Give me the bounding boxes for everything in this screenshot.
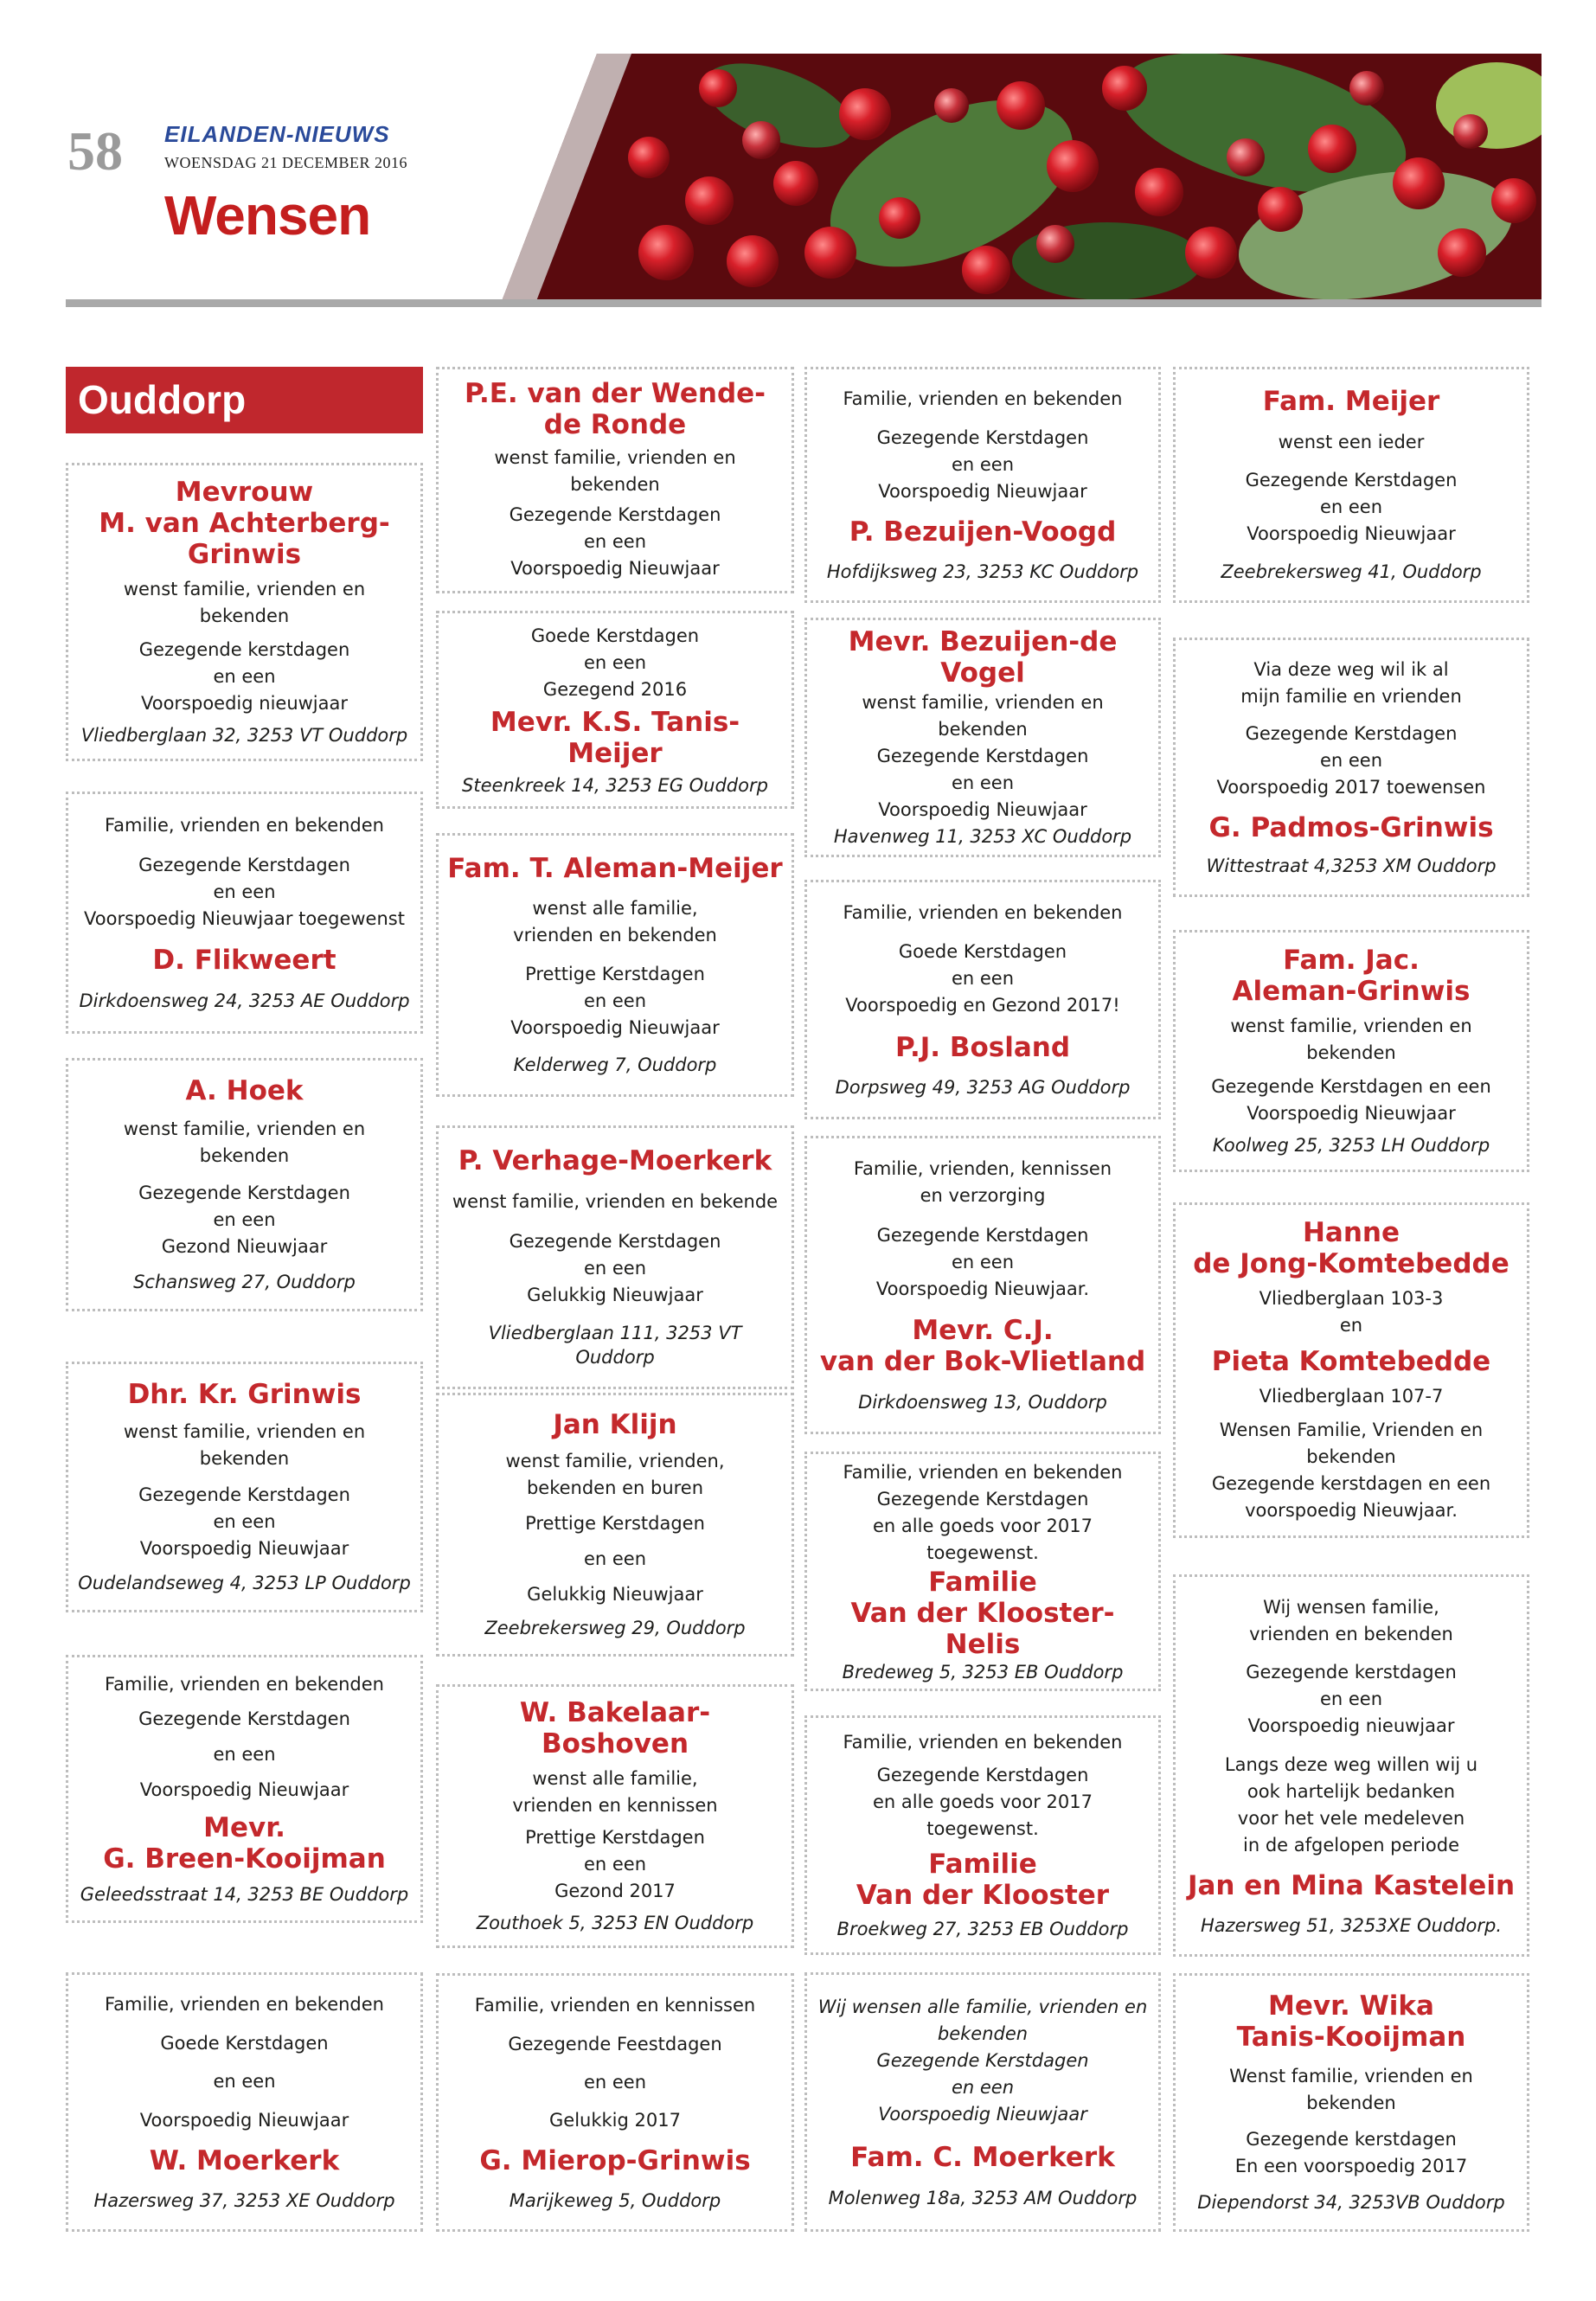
masthead-logo: EILANDEN-NIEUWS	[164, 121, 390, 147]
wisher-address: Oudelandseweg 4, 3253 LP Ouddorp	[78, 1573, 411, 1594]
wisher-address: Marijkeweg 5, Ouddorp	[509, 2189, 721, 2211]
wisher-address: Steenkreek 14, 3253 EG Ouddorp	[462, 774, 768, 796]
section-title: Wensen	[164, 184, 371, 247]
wish-text: en een	[213, 1744, 276, 1766]
wisher-name: Jan Klijn	[553, 1408, 677, 1440]
wisher-address: Diependorst 34, 3253VB Ouddorp	[1197, 2191, 1505, 2213]
wish-text: Gezegende Kerstdagen en een Voorspoedig Nieuwjaar.	[875, 1224, 1090, 1299]
wish-text: Wij wensen alle familie, vrienden en bekenden Gezegende Kerstdagen en een Voorspoedig Nieuwjaar	[817, 1996, 1148, 2125]
wish-text: Vliedberglaan 107-7	[1259, 1386, 1444, 1407]
wisher-name: G. Padmos-Grinwis	[1208, 811, 1494, 843]
wish-text: Goede Kerstdagen en een Gezegend 2016	[530, 625, 700, 700]
wish-text: Gezegende Feestdagen	[508, 2033, 722, 2054]
wisher-name: Fam. C. Moerkerk	[850, 2141, 1115, 2173]
wisher-name: P. Verhage-Moerkerk	[458, 1145, 772, 1177]
wish-text: Wij wensen familie, vrienden en bekenden	[1249, 1596, 1453, 1644]
wisher-name: Familie Van der Klooster-Nelis	[850, 1567, 1115, 1660]
wish-text: en een	[583, 1548, 647, 1569]
wish-card	[436, 833, 794, 1097]
wish-text: Wenst familie, vrienden en bekenden	[1229, 2065, 1473, 2113]
wish-text: Gezegende Kerstdagen en een Voorspoedig 2017 toewensen	[1216, 723, 1486, 798]
wish-text: Gezegende Kerstdagen en een Gezond Nieuwjaar	[138, 1182, 350, 1257]
wish-text: Wensen Familie, Vrienden en bekenden Gezegende kerstdagen en een voorspoedig Nieuwjaar.	[1211, 1419, 1491, 1521]
wisher-address: Broekweg 27, 3253 EB Ouddorp	[836, 1919, 1129, 1939]
wisher-address: Zouthoek 5, 3253 EN Ouddorp	[476, 1912, 754, 1933]
wisher-address: Geleedsstraat 14, 3253 BE Ouddorp	[80, 1884, 409, 1906]
wish-card	[436, 1973, 794, 2232]
wisher-address: Zeebrekersweg 41, Ouddorp	[1221, 561, 1482, 582]
wish-card	[804, 618, 1161, 857]
wisher-address: Schansweg 27, Ouddorp	[133, 1271, 356, 1292]
wish-card	[66, 463, 423, 761]
wish-text: Familie, vrienden en bekenden	[843, 1732, 1123, 1753]
wish-text: Familie, vrienden en bekenden	[105, 1673, 384, 1695]
edition-date: WOENSDAG 21 DECEMBER 2016	[164, 154, 407, 171]
wish-card	[804, 1972, 1161, 2232]
wish-card	[436, 611, 794, 809]
wish-card	[66, 1362, 423, 1612]
wish-card	[436, 367, 794, 593]
wisher-name: Fam. Jac. Aleman-Grinwis	[1232, 944, 1471, 1007]
wish-text: Voorspoedig Nieuwjaar	[139, 2109, 349, 2131]
wish-text: Voorspoedig Nieuwjaar	[139, 1779, 349, 1800]
wisher-name: W. Moerkerk	[149, 2145, 340, 2177]
wish-text: Familie, vrienden en bekenden	[105, 814, 384, 836]
wish-text: Gezegende Kerstdagen en een Voorspoedig Nieuwjaar	[1211, 1075, 1491, 1124]
wisher-name: P.E. van der Wende- de Ronde	[464, 378, 766, 441]
wisher-name: Mevr. G. Breen-Kooijman	[103, 1811, 386, 1875]
wish-card	[1173, 1202, 1529, 1538]
wish-text: wenst alle familie, vrienden en kennissen	[512, 1767, 718, 1816]
wish-text: Gezegende Kerstdagen en een Voorspoedig Nieuwjaar toegewenst	[84, 854, 405, 929]
wish-text: Prettige Kerstdagen en een Gezond 2017	[525, 1827, 705, 1902]
wish-text: Familie, vrienden en bekenden	[843, 1462, 1123, 1483]
wisher-name: Hanne de Jong-Komtebedde	[1193, 1216, 1509, 1279]
wish-card	[804, 880, 1161, 1119]
page-number: 58	[67, 120, 123, 182]
wish-text: wenst alle familie, vrienden en bekenden	[513, 898, 717, 946]
wisher-name: W. Bakelaar-Boshoven	[519, 1697, 711, 1760]
region-header: Ouddorp	[66, 367, 423, 433]
wish-text: Gezegende Kerstdagen en alle goeds voor 2017 toegewenst.	[873, 1765, 1093, 1839]
wisher-address: Wittestraat 4,3253 XM Ouddorp	[1206, 856, 1497, 877]
wish-card	[66, 1058, 423, 1311]
wisher-name: Mevr. Bezuijen-de Vogel	[848, 625, 1118, 689]
wisher-address: Vliedberglaan 32, 3253 VT Ouddorp	[80, 724, 408, 746]
wisher-name: Jan en Mina Kastelein	[1187, 1870, 1516, 1901]
wish-text: wenst familie, vrienden en bekende	[452, 1191, 779, 1213]
wisher-address: Dorpsweg 49, 3253 AG Ouddorp	[835, 1076, 1131, 1098]
wish-card	[804, 367, 1161, 603]
wisher-name: D. Flikweert	[152, 945, 337, 977]
wisher-address: Dirkdoensweg 24, 3253 AE Ouddorp	[79, 990, 410, 1012]
wish-text: wenst familie, vrienden en bekenden	[123, 1118, 366, 1167]
wish-text: Goede Kerstdagen en een Voorspoedig en Gezond 2017!	[845, 941, 1120, 1016]
wisher-name: Fam. T. Aleman-Meijer	[447, 852, 783, 884]
wish-text: wenst familie, vrienden en bekenden	[494, 446, 736, 495]
wish-text: wenst familie, vrienden en bekenden	[862, 691, 1104, 740]
wisher-address: Dirkdoensweg 13, Ouddorp	[858, 1391, 1107, 1413]
wisher-address: Koolweg 25, 3253 LH Ouddorp	[1212, 1135, 1490, 1157]
wish-card	[436, 1393, 794, 1657]
wish-text: en een	[213, 2071, 276, 2093]
wisher-name: Pieta Komtebedde	[1211, 1345, 1491, 1377]
wish-text: wenst familie, vrienden en bekenden	[123, 1421, 366, 1470]
wisher-name: Mevrouw M. van Achterberg- Grinwis	[99, 477, 390, 571]
wisher-address: Havenweg 11, 3253 XC Ouddorp	[833, 826, 1132, 848]
wish-text: Gelukkig 2017	[549, 2110, 681, 2131]
wish-text: Langs deze weg willen wij u ook hartelijk bedanken voor het vele medeleven in de afgelopen periode	[1224, 1753, 1478, 1856]
wish-card	[1173, 1973, 1529, 2232]
wisher-name: Mevr. C.J. van der Bok-Vlietland	[819, 1315, 1146, 1378]
header-rule	[66, 299, 1542, 307]
wish-text: Gezegende kerstdagen en een Voorspoedig nieuwjaar	[138, 638, 350, 714]
wisher-address: Hofdijksweg 23, 3253 KC Ouddorp	[826, 561, 1139, 582]
wish-text: wenst familie, vrienden en bekenden	[1230, 1016, 1472, 1064]
wisher-name: P.J. Bosland	[894, 1031, 1071, 1063]
wish-text: en een	[583, 2071, 647, 2093]
wish-text: Gezegende kerstdagen en een Voorspoedig nieuwjaar	[1246, 1662, 1457, 1736]
wish-text: Gezegende Kerstdagen en een Voorspoedig Nieuwjaar	[876, 426, 1089, 502]
wisher-address: Bredeweg 5, 3253 EB Ouddorp	[842, 1662, 1124, 1682]
wisher-name: P. Bezuijen-Voogd	[849, 516, 1117, 548]
wish-card	[1173, 930, 1529, 1172]
wish-text: Gezegende Kerstdagen en een Gelukkig Nieuwjaar	[509, 1230, 721, 1305]
wish-card	[66, 1972, 423, 2232]
wish-text: Gelukkig Nieuwjaar	[527, 1583, 703, 1605]
wish-card	[66, 1655, 423, 1923]
wish-text: Familie, vrienden en kennissen	[474, 1995, 756, 2016]
wisher-address: Hazersweg 51, 3253XE Ouddorp.	[1200, 1914, 1503, 1936]
wish-text: Gezegende kerstdagen En een voorspoedig 2017	[1234, 2129, 1468, 2177]
wish-text: wenst familie, vrienden en bekenden	[123, 579, 366, 627]
wisher-address: Zeebrekersweg 29, Ouddorp	[484, 1618, 746, 1639]
wisher-address: Molenweg 18a, 3253 AM Ouddorp	[828, 2188, 1138, 2209]
wish-text: Prettige Kerstdagen	[525, 1513, 705, 1535]
wisher-name: A. Hoek	[185, 1075, 304, 1107]
wisher-name: Dhr. Kr. Grinwis	[127, 1378, 362, 1410]
wish-card	[436, 1684, 794, 1948]
wish-text: Gezegende Kerstdagen en een Voorspoedig Nieuwjaar	[509, 503, 721, 579]
wisher-name: G. Mierop-Grinwis	[479, 2145, 751, 2177]
wish-text: Vliedberglaan 103-3 en	[1259, 1288, 1444, 1336]
wisher-address: Vliedberglaan 111, 3253 VT Ouddorp	[488, 1322, 742, 1368]
wish-text: Gezegende Kerstdagen en een Voorspoedig Nieuwjaar	[876, 746, 1089, 821]
wish-text: wenst familie, vrienden, bekenden en buren	[505, 1451, 725, 1499]
wish-text: Gezegende Kerstdagen	[138, 1708, 350, 1730]
wish-text: Gezegende Kerstdagen en een Voorspoedig Nieuwjaar	[1245, 470, 1458, 545]
wisher-address: Hazersweg 37, 3253 XE Ouddorp	[93, 2189, 395, 2211]
wisher-name: Fam. Meijer	[1262, 386, 1440, 418]
wisher-name: Mevr. Wika Tanis-Kooijman	[1236, 1990, 1466, 2054]
wish-card	[1173, 1574, 1529, 1957]
wish-text: Prettige Kerstdagen en een Voorspoedig Nieuwjaar	[510, 963, 720, 1038]
wish-text: Familie, vrienden, kennissen en verzorging	[853, 1158, 1112, 1207]
wisher-name: Mevr. K.S. Tanis-Meijer	[490, 707, 740, 769]
wish-card	[66, 792, 423, 1034]
wish-text: Goede Kerstdagen	[160, 2032, 329, 2054]
wish-text: Familie, vrienden en bekenden	[843, 388, 1123, 410]
wisher-address: Kelderweg 7, Ouddorp	[513, 1054, 717, 1076]
christmas-berries-banner	[502, 54, 1542, 301]
wish-card	[1173, 638, 1529, 897]
wish-card	[804, 1452, 1161, 1691]
wish-text: wenst een ieder	[1278, 431, 1425, 452]
wish-text: Gezegende Kerstdagen en een Voorspoedig Nieuwjaar	[138, 1484, 350, 1559]
wish-text: Via deze weg wil ik al mijn familie en vrienden	[1240, 658, 1462, 707]
wisher-name: Familie Van der Klooster	[856, 1849, 1110, 1911]
wish-text: Familie, vrienden en bekenden	[105, 1994, 384, 2016]
wish-text: Familie, vrienden en bekenden	[843, 902, 1123, 924]
wish-text: Gezegende Kerstdagen en alle goeds voor 2017 toegewenst.	[873, 1489, 1093, 1563]
wish-card	[804, 1715, 1161, 1955]
wish-card	[436, 1125, 794, 1389]
wish-card	[1173, 367, 1529, 603]
wish-card	[804, 1136, 1161, 1434]
